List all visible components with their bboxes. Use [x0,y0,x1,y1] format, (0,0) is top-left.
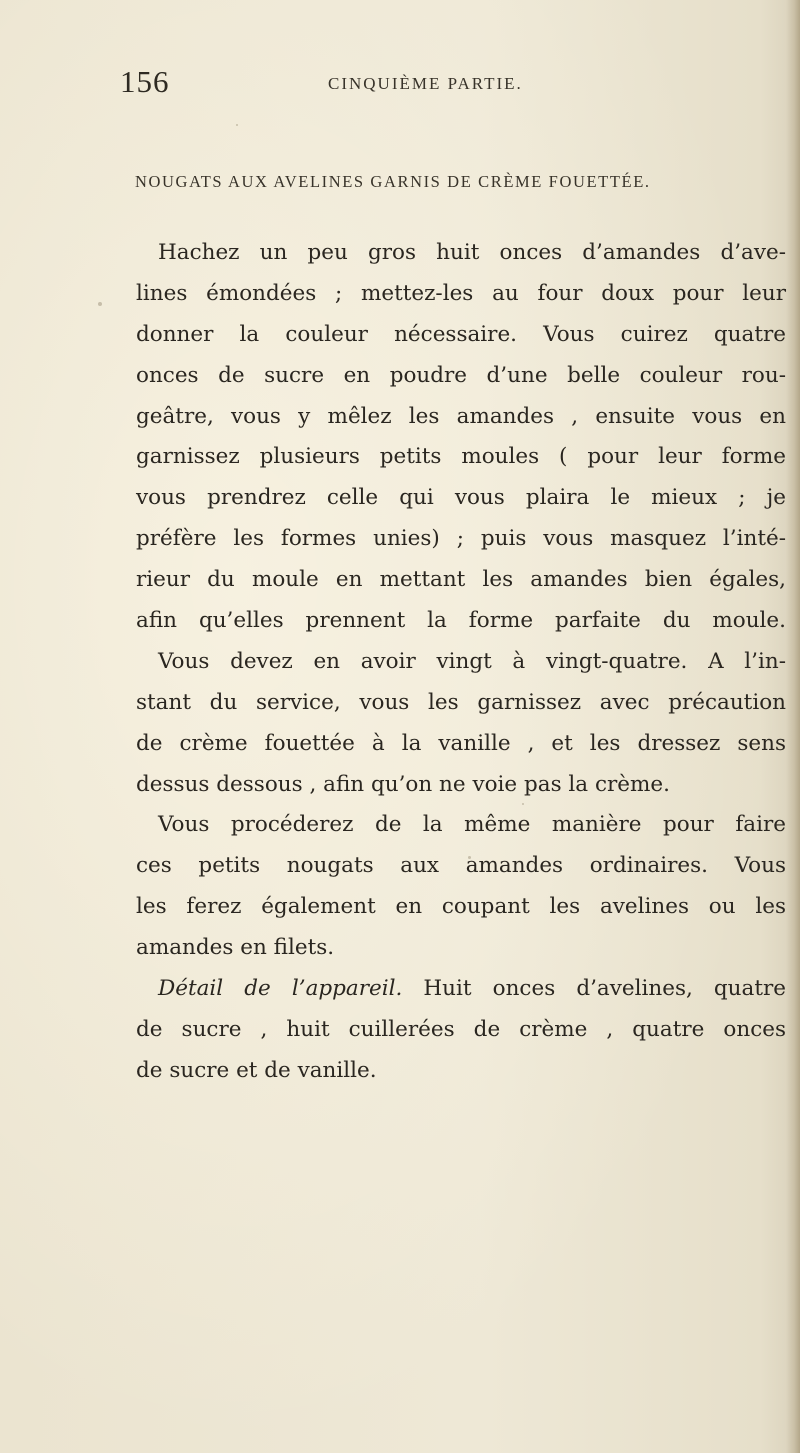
text-line: Vous devez en avoir vingt à vingt-quatre. A l’in- [158,648,786,674]
text-line: Vous procéderez de la même manière pour faire [158,812,786,838]
text-line-rest: Huit onces d’avelines, quatre [402,976,786,1002]
text-line: préfère les formes unies) ; puis vous masquez l’inté- [136,526,786,552]
text-line: vous prendrez celle qui vous plaira le mieux ; je [136,485,786,511]
paper-speck [522,803,524,805]
text-line: rieur du moule en mettant les amandes bien égales, [136,567,786,593]
text-line: Hachez un peu gros huit onces d’amandes d’ave- [158,240,786,265]
text-line: afin qu’elles prennent la forme parfaite du moule. [136,608,786,634]
text-line: les ferez également en coupant les avelines ou les [136,894,786,920]
page-edge [786,0,800,1453]
body-text [136,233,786,1092]
text-line: onces de sucre en poudre d’une belle couleur rou- [136,362,786,388]
paper-speck [236,124,238,126]
paper-speck [468,856,471,859]
italic-lead: Détail de l’appareil. [158,976,403,1002]
text-line: stant du service, vous les garnissez avec précaution [136,689,786,715]
text-line: donner la couleur nécessaire. Vous cuirez quatre [136,321,786,347]
text-line: ces petits nougats aux amandes ordinaires. Vous [136,853,786,879]
text-line: geâtre, vous y mêlez les amandes , ensuite vous en [136,403,786,429]
text-line: lines émondées ; mettez-les au four doux pour leur [136,280,786,306]
page-number: 156 [120,64,170,99]
running-head [120,64,760,104]
text-line: de sucre et de vanille. [136,1057,377,1083]
text-line-with-italic-lead [136,969,786,1010]
running-title: CINQUIÈME PARTIE. [328,74,523,93]
section-title: NOUGATS AUX AVELINES GARNIS DE CRÈME FOUETTÉE. [135,172,651,191]
paper-speck [98,302,102,306]
text-line: amandes en filets. [136,935,335,961]
text-line: de sucre , huit cuillerées de crème , quatre onces [136,1016,786,1042]
text-line: dessus dessous , afin qu’on ne voie pas la crème. [136,771,670,797]
text-line: de crème fouettée à la vanille , et les dressez sens [136,730,786,756]
text-line: garnissez plusieurs petits moules ( pour leur forme [136,444,786,470]
